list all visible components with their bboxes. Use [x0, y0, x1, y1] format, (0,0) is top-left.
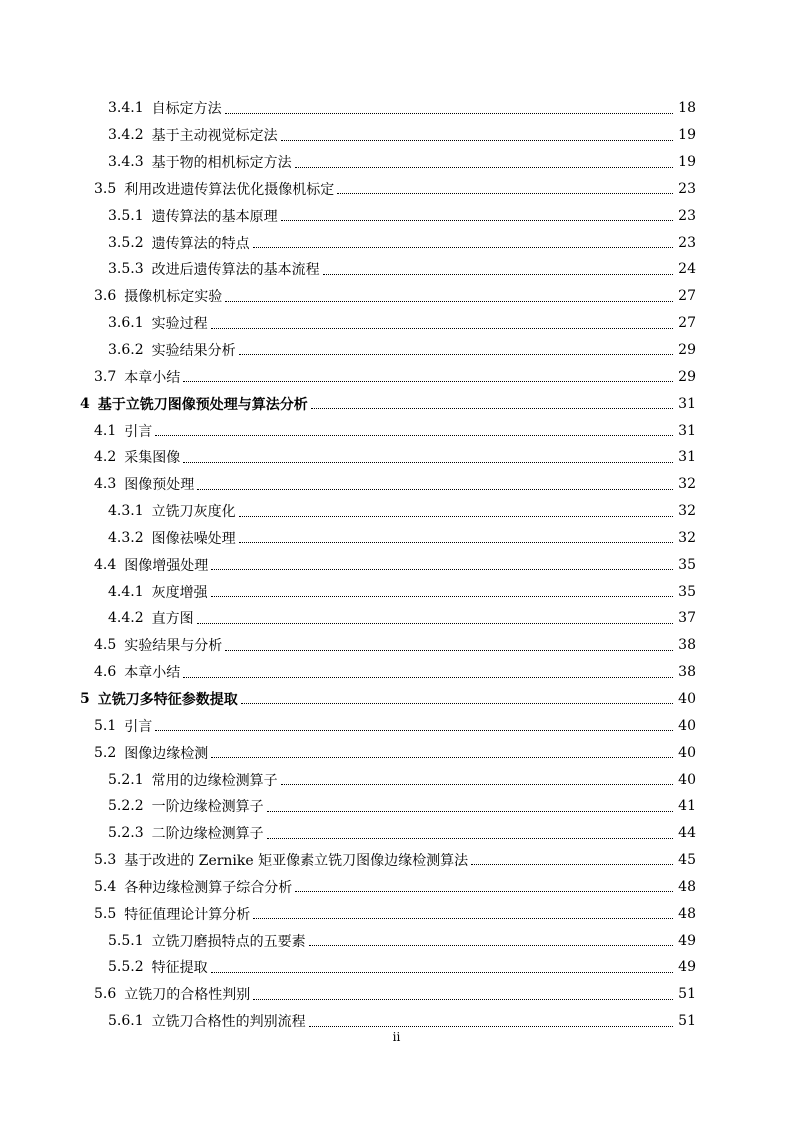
toc-entry-title: 一阶边缘检测算子 [151, 799, 264, 816]
toc-entry-title: 立铣刀灰度化 [151, 504, 236, 521]
toc-entry-page: 32 [678, 503, 696, 520]
toc-entry-title: 基于物的相机标定方法 [151, 155, 292, 172]
toc-entry-4-4-1[interactable] [0, 578, 793, 605]
toc-dot-leader [267, 810, 673, 812]
toc-entry-page: 29 [678, 368, 696, 385]
toc-entry-page: 37 [678, 610, 696, 627]
toc-entry-number: 3.5 [94, 180, 117, 197]
toc-entry-title: 基于立铣刀图像预处理与算法分析 [97, 396, 308, 413]
toc-entry-4-5[interactable] [0, 632, 793, 659]
toc-entry-title: 本章小结 [124, 665, 181, 682]
toc-entry-page: 45 [678, 852, 696, 869]
toc-entry-page: 44 [678, 825, 696, 842]
toc-entry-page: 40 [678, 690, 696, 707]
toc-entry-number: 5.5 [94, 905, 117, 922]
toc-dot-leader [211, 327, 673, 329]
toc-entry-page: 31 [678, 422, 696, 439]
toc-dot-leader [155, 434, 673, 436]
toc-entry-page: 49 [678, 932, 696, 949]
toc-dot-leader [211, 568, 673, 570]
toc-entry-page: 18 [678, 100, 696, 117]
toc-entry-number: 4.6 [94, 664, 117, 681]
toc-entry-page: 35 [678, 556, 696, 573]
toc-entry-title: 灰度增强 [151, 584, 208, 601]
toc-entry-page: 19 [678, 127, 696, 144]
toc-entry-4-4-2[interactable] [0, 605, 793, 632]
toc-dot-leader [239, 515, 673, 517]
toc-entry-title: 立铣刀磨损特点的五要素 [151, 933, 306, 950]
toc-entry-4-4[interactable] [0, 551, 793, 578]
toc-dot-leader [239, 353, 673, 355]
toc-entry-page: 31 [678, 395, 696, 412]
toc-entry-page: 31 [678, 449, 696, 466]
toc-entry-page: 40 [678, 771, 696, 788]
toc-entry-title: 实验结果分析 [151, 343, 236, 360]
toc-entry-page: 41 [678, 798, 696, 815]
toc-entry-title: 遗传算法的基本原理 [151, 208, 278, 225]
toc-entry-number: 3.4.3 [108, 154, 144, 171]
toc-entry-title: 图像预处理 [124, 477, 195, 494]
toc-dot-leader [183, 380, 673, 382]
toc-entry-title: 遗传算法的特点 [151, 235, 250, 252]
toc-entry-page: 38 [678, 637, 696, 654]
toc-entry-page: 49 [678, 959, 696, 976]
toc-entry-3-6-1[interactable] [0, 310, 793, 337]
toc-entry-5-4[interactable] [0, 873, 793, 900]
toc-entry-3-7[interactable] [0, 363, 793, 390]
toc-entry-page: 23 [678, 234, 696, 251]
toc-dot-leader [211, 756, 673, 758]
toc-dot-leader [211, 595, 673, 597]
toc-entry-3-5[interactable] [0, 176, 793, 203]
toc-entry-5[interactable] [0, 686, 793, 713]
toc-entry-number: 4.4 [94, 556, 117, 573]
toc-entry-title: 实验过程 [151, 316, 208, 333]
toc-entry-5-2[interactable] [0, 739, 793, 766]
toc-entry-number: 5.5.1 [108, 932, 144, 949]
toc-entry-title: 改进后遗传算法的基本流程 [151, 262, 320, 279]
toc-entry-number: 5.5.2 [108, 959, 144, 976]
toc-entry-page: 38 [678, 664, 696, 681]
toc-entry-number: 4.4.1 [108, 583, 144, 600]
toc-entry-number: 5.2.3 [108, 825, 144, 842]
toc-entry-5-3[interactable] [0, 847, 793, 874]
toc-dot-leader [183, 676, 673, 678]
toc-dot-leader [253, 998, 673, 1000]
toc-entry-5-1[interactable] [0, 712, 793, 739]
toc-entry-number: 3.6.1 [108, 315, 144, 332]
toc-dot-leader [337, 192, 673, 194]
toc-entry-number: 3.6 [94, 288, 117, 305]
toc-entry-title: 引言 [124, 423, 153, 440]
toc-entry-title: 特征提取 [151, 960, 208, 977]
toc-dot-leader [239, 541, 673, 543]
toc-entry-number: 3.6.2 [108, 342, 144, 359]
toc-entry-page: 35 [678, 583, 696, 600]
toc-entry-page: 48 [678, 905, 696, 922]
toc-dot-leader [267, 837, 673, 839]
table-of-contents [0, 95, 793, 1035]
toc-entry-number: 4.3.1 [108, 503, 144, 520]
toc-entry-title: 引言 [124, 718, 153, 735]
toc-entry-4-2[interactable] [0, 444, 793, 471]
toc-entry-title: 立铣刀合格性的判别流程 [151, 1014, 306, 1031]
toc-entry-page: 27 [678, 288, 696, 305]
page-number: ii [392, 1030, 401, 1044]
toc-entry-title: 自标定方法 [151, 101, 222, 118]
toc-dot-leader [281, 219, 673, 221]
toc-entry-number: 3.5.1 [108, 207, 144, 224]
toc-entry-number: 3.7 [94, 368, 117, 385]
toc-dot-leader [253, 246, 673, 248]
toc-entry-title: 基于主动视觉标定法 [151, 128, 278, 145]
toc-entry-page: 51 [678, 1013, 696, 1030]
toc-entry-page: 48 [678, 878, 696, 895]
toc-entry-page: 27 [678, 315, 696, 332]
toc-entry-page: 40 [678, 717, 696, 734]
toc-dot-leader [253, 917, 673, 919]
toc-entry-5-5-1[interactable] [0, 927, 793, 954]
toc-entry-title: 二阶边缘检测算子 [151, 826, 264, 843]
toc-entry-3-5-2[interactable] [0, 229, 793, 256]
toc-entry-4-3-1[interactable] [0, 498, 793, 525]
toc-entry-title: 立铣刀多特征参数提取 [97, 691, 238, 708]
toc-entry-4-3-2[interactable] [0, 525, 793, 552]
toc-entry-number: 4 [80, 395, 90, 412]
toc-entry-number: 4.3 [94, 476, 117, 493]
toc-dot-leader [197, 622, 673, 624]
toc-dot-leader [323, 273, 673, 275]
toc-dot-leader [197, 488, 673, 490]
toc-entry-number: 5.1 [94, 717, 117, 734]
toc-entry-page: 24 [678, 261, 696, 278]
toc-entry-3-5-3[interactable] [0, 256, 793, 283]
toc-entry-number: 4.1 [94, 422, 117, 439]
toc-dot-leader [281, 139, 673, 141]
toc-entry-page: 32 [678, 476, 696, 493]
toc-dot-leader [295, 890, 673, 892]
toc-entry-page: 23 [678, 207, 696, 224]
toc-entry-5-5-2[interactable] [0, 954, 793, 981]
toc-entry-number: 3.5.3 [108, 261, 144, 278]
toc-entry-page: 32 [678, 529, 696, 546]
toc-entry-number: 5.2.2 [108, 798, 144, 815]
toc-entry-5-2-1[interactable] [0, 766, 793, 793]
toc-entry-number: 5.3 [94, 852, 117, 869]
toc-entry-title: 本章小结 [124, 369, 181, 386]
toc-entry-3-6-2[interactable] [0, 337, 793, 364]
toc-entry-5-2-3[interactable] [0, 820, 793, 847]
toc-entry-5-6[interactable] [0, 981, 793, 1008]
toc-entry-page: 19 [678, 154, 696, 171]
toc-entry-title: 常用的边缘检测算子 [151, 772, 278, 789]
toc-entry-title: 摄像机标定实验 [124, 289, 223, 306]
toc-entry-title: 采集图像 [124, 450, 181, 467]
toc-dot-leader [281, 783, 673, 785]
toc-entry-3-5-1[interactable] [0, 202, 793, 229]
toc-entry-page: 23 [678, 180, 696, 197]
toc-entry-title: 图像祛噪处理 [151, 530, 236, 547]
toc-entry-number: 4.5 [94, 637, 117, 654]
toc-entry-number: 4.4.2 [108, 610, 144, 627]
toc-dot-leader [211, 971, 673, 973]
toc-entry-title: 特征值理论计算分析 [124, 906, 251, 923]
page-footer [0, 1030, 793, 1044]
toc-entry-number: 5.4 [94, 878, 117, 895]
toc-entry-4-6[interactable] [0, 659, 793, 686]
toc-dot-leader [309, 1025, 673, 1027]
toc-entry-3-4-3[interactable] [0, 149, 793, 176]
toc-entry-4-3[interactable] [0, 471, 793, 498]
toc-entry-title: 基于改进的 Zernike 矩亚像素立铣刀图像边缘检测算法 [124, 853, 469, 870]
toc-entry-number: 5.2.1 [108, 771, 144, 788]
toc-entry-4[interactable] [0, 390, 793, 417]
toc-entry-number: 4.3.2 [108, 529, 144, 546]
toc-entry-number: 5.6 [94, 986, 117, 1003]
toc-dot-leader [155, 729, 673, 731]
toc-entry-number: 3.5.2 [108, 234, 144, 251]
toc-entry-title: 各种边缘检测算子综合分析 [124, 879, 293, 896]
toc-entry-3-4-1[interactable] [0, 95, 793, 122]
toc-entry-5-2-2[interactable] [0, 793, 793, 820]
toc-dot-leader [295, 166, 673, 168]
toc-entry-3-6[interactable] [0, 283, 793, 310]
toc-dot-leader [225, 112, 673, 114]
toc-entry-title: 图像边缘检测 [124, 745, 209, 762]
toc-dot-leader [311, 407, 673, 409]
toc-dot-leader [225, 649, 673, 651]
toc-entry-title: 直方图 [151, 611, 194, 628]
toc-dot-leader [183, 461, 673, 463]
toc-entry-3-4-2[interactable] [0, 122, 793, 149]
toc-dot-leader [471, 863, 673, 865]
toc-entry-title: 立铣刀的合格性判别 [124, 987, 251, 1004]
toc-entry-number: 5.2 [94, 744, 117, 761]
toc-dot-leader [309, 944, 673, 946]
toc-entry-title: 图像增强处理 [124, 557, 209, 574]
toc-entry-number: 5 [80, 690, 90, 707]
toc-dot-leader [241, 702, 673, 704]
toc-entry-title: 实验结果与分析 [124, 638, 223, 655]
toc-entry-number: 4.2 [94, 449, 117, 466]
toc-entry-title: 利用改进遗传算法优化摄像机标定 [124, 181, 335, 198]
toc-dot-leader [225, 300, 673, 302]
toc-entry-number: 3.4.1 [108, 100, 144, 117]
toc-entry-5-5[interactable] [0, 900, 793, 927]
toc-entry-page: 40 [678, 744, 696, 761]
toc-entry-number: 3.4.2 [108, 127, 144, 144]
toc-entry-number: 5.6.1 [108, 1013, 144, 1030]
toc-entry-4-1[interactable] [0, 417, 793, 444]
toc-entry-page: 29 [678, 342, 696, 359]
toc-entry-page: 51 [678, 986, 696, 1003]
